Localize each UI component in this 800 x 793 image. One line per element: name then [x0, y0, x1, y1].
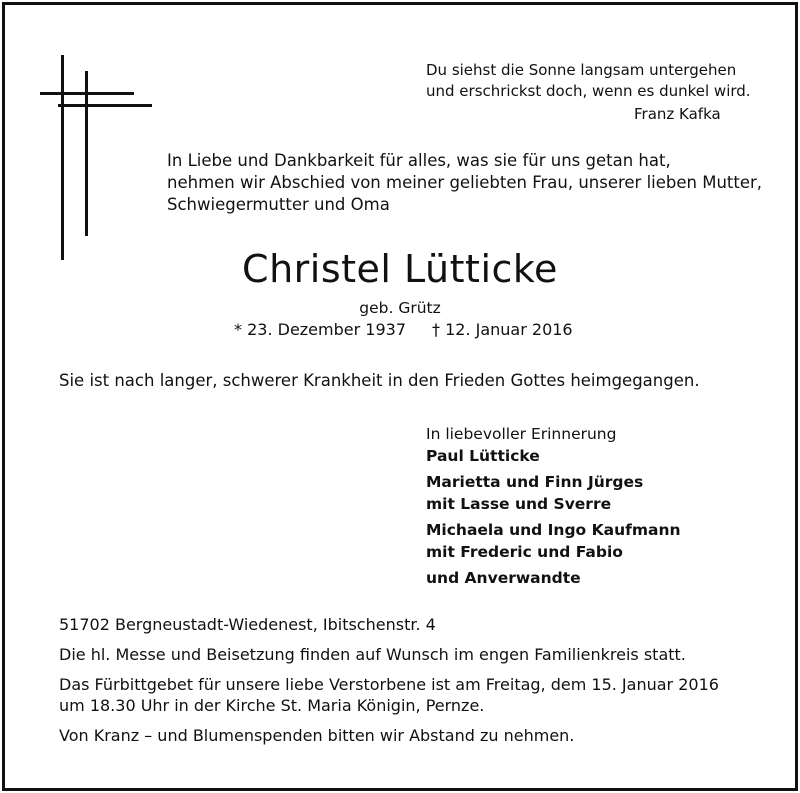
mourner: Marietta und Finn Jürges — [426, 473, 644, 491]
life-dates — [234, 318, 573, 342]
quote-author: Franz Kafka — [634, 105, 721, 123]
address: 51702 Bergneustadt-Wiedenest, Ibitschenstr. 4 — [59, 615, 436, 634]
birth-date: * 23. Dezember 1937 — [234, 320, 406, 339]
prayer-info: Das Fürbittgebet für unsere liebe Verstorbene ist am Freitag, dem 15. Januar 2016 — [59, 675, 719, 694]
quote-line: Du siehst die Sonne langsam untergehen — [426, 61, 737, 79]
death-date: † 12. Januar 2016 — [432, 320, 573, 339]
mourner: Paul Lütticke — [426, 447, 540, 465]
flowers-info: Von Kranz – und Blumenspenden bitten wir Abstand zu nehmen. — [59, 726, 575, 745]
mass-info: Die hl. Messe und Beisetzung finden auf Wunsch im engen Familienkreis statt. — [59, 645, 686, 664]
funeral-info — [59, 614, 719, 746]
passing-statement: Sie ist nach langer, schwerer Krankheit in den Frieden Gottes heimgegangen. — [59, 371, 700, 390]
quote — [426, 60, 751, 123]
quote-line: und erschrickst doch, wenn es dunkel wird. — [426, 82, 751, 100]
mourner: mit Lasse und Sverre — [426, 495, 612, 513]
cross-icon — [40, 55, 152, 260]
intro-line: In Liebe und Dankbarkeit für alles, was sie für uns getan hat, — [167, 151, 671, 170]
prayer-info: um 18.30 Uhr in der Kirche St. Maria Königin, Pernze. — [59, 696, 485, 715]
mourner: Michaela und Ingo Kaufmann — [426, 521, 681, 539]
intro-line: nehmen wir Abschied von meiner geliebten Frau, unserer lieben Mutter, — [167, 173, 763, 192]
intro-text — [167, 150, 762, 216]
deceased-name: Christel Lütticke — [242, 247, 558, 291]
mourner: und Anverwandte — [426, 569, 581, 587]
maiden-name: geb. Grütz — [359, 299, 441, 317]
mourners-list — [426, 423, 681, 589]
intro-line: Schwiegermutter und Oma — [167, 195, 390, 214]
mourners-heading: In liebevoller Erinnerung — [426, 425, 617, 443]
mourner: mit Frederic und Fabio — [426, 543, 623, 561]
